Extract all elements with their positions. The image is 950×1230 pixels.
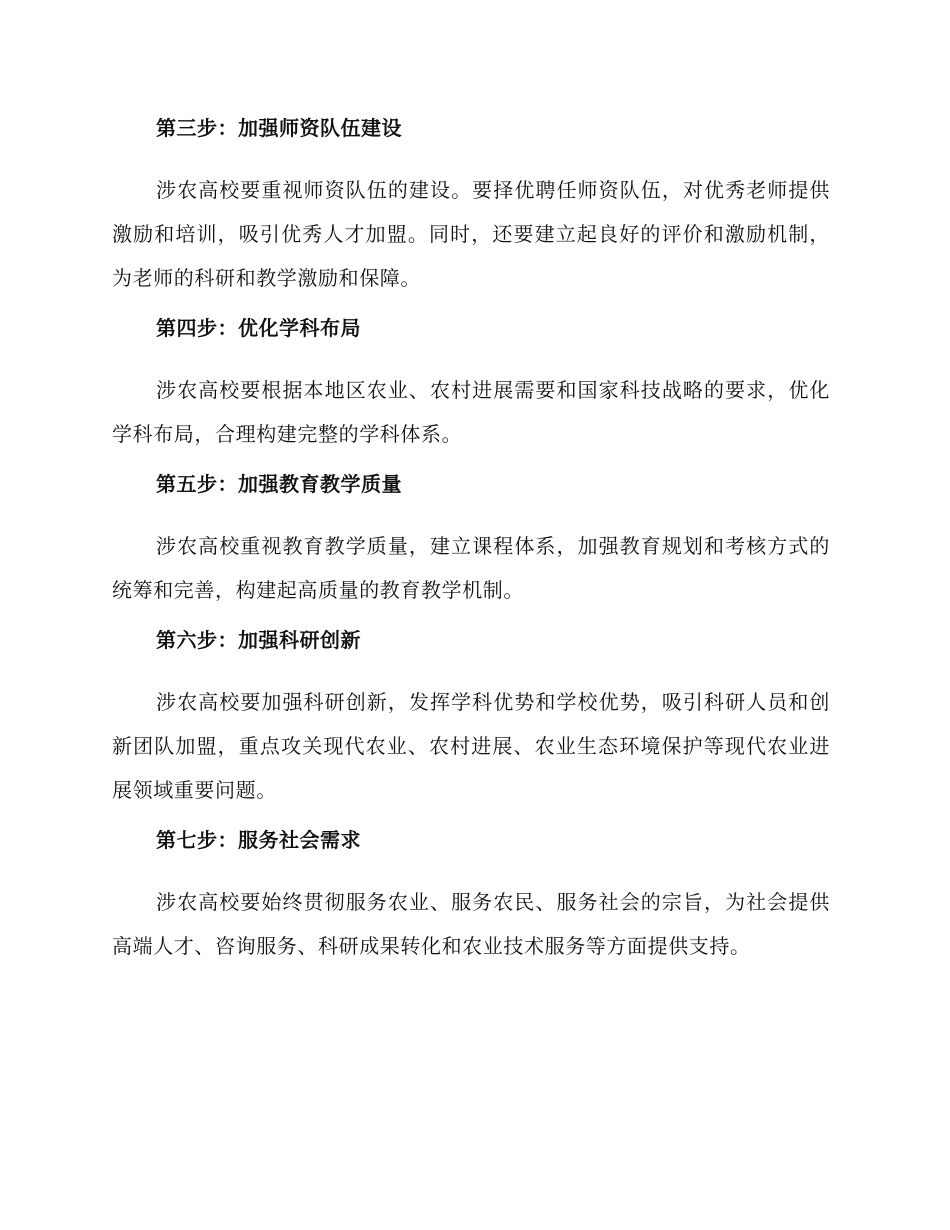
section-paragraph: 涉农高校要始终贯彻服务农业、服务农民、服务社会的宗旨，为社会提供高端人才、咨询服务、科研成果转化和农业技术服务等方面提供支持。 — [112, 890, 830, 958]
section-heading: 第三步：加强师资队伍建设 — [156, 116, 402, 140]
section-paragraph: 涉农高校重视教育教学质量，建立课程体系，加强教育规划和考核方式的统筹和完善，构建起高质量的教育教学机制。 — [112, 534, 830, 602]
section-paragraph: 涉农高校要重视师资队伍的建设。要择优聘任师资队伍，对优秀老师提供激励和培训，吸引优秀人才加盟。同时，还要建立起良好的评价和激励机制，为老师的科研和教学激励和保障。 — [112, 178, 830, 290]
section-step-3 — [112, 112, 830, 300]
document-page — [112, 112, 830, 980]
section-heading: 第四步：优化学科布局 — [156, 316, 361, 340]
section-paragraph: 涉农高校要根据本地区农业、农村进展需要和国家科技战略的要求，优化学科布局，合理构建完整的学科体系。 — [112, 378, 830, 446]
section-step-7 — [112, 824, 830, 968]
section-heading: 第五步：加强教育教学质量 — [156, 472, 402, 496]
section-step-4 — [112, 312, 830, 456]
section-paragraph: 涉农高校要加强科研创新，发挥学科优势和学校优势，吸引科研人员和创新团队加盟，重点攻关现代农业、农村进展、农业生态环境保护等现代农业进展领域重要问题。 — [112, 690, 830, 802]
section-heading: 第七步：服务社会需求 — [156, 828, 361, 852]
section-step-5 — [112, 468, 830, 612]
section-heading: 第六步：加强科研创新 — [156, 628, 361, 652]
section-step-6 — [112, 624, 830, 812]
